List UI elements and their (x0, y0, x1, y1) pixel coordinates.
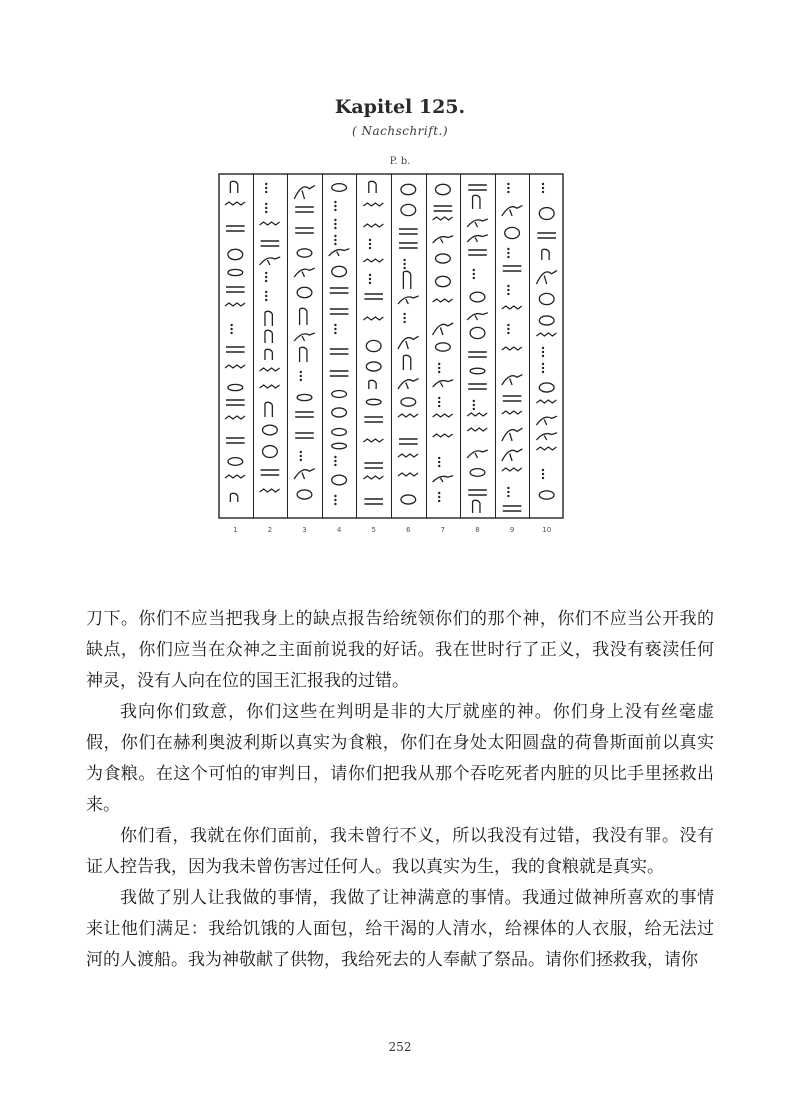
glyph (507, 487, 509, 497)
glyph (260, 222, 280, 225)
glyph (473, 400, 475, 410)
glyph (297, 490, 312, 499)
glyph (369, 239, 371, 249)
glyph (436, 276, 451, 287)
glyph (473, 269, 475, 279)
glyph (433, 434, 453, 437)
glyph (434, 206, 453, 211)
glyph (330, 288, 349, 293)
glyph (467, 450, 488, 458)
glyph (300, 371, 302, 381)
glyph (260, 368, 280, 371)
glyph (398, 473, 418, 476)
glyph (470, 469, 485, 477)
glyph (369, 274, 371, 284)
glyph (401, 184, 416, 195)
glyph (369, 181, 376, 193)
glyph (332, 429, 347, 436)
glyph (226, 438, 245, 443)
glyph (399, 243, 418, 248)
glyph (330, 349, 349, 354)
glyph (332, 408, 347, 417)
glyph (334, 324, 336, 334)
column-number: 5 (371, 526, 376, 534)
glyph (363, 317, 383, 320)
glyph (438, 457, 440, 467)
glyph (294, 333, 315, 341)
glyph (401, 204, 416, 215)
glyph (261, 470, 280, 475)
glyph (334, 235, 336, 245)
glyph (265, 330, 272, 343)
glyph (507, 183, 509, 193)
glyph (260, 257, 281, 265)
glyph (468, 490, 487, 495)
glyph (467, 413, 487, 416)
glyph (398, 454, 418, 457)
paragraph: 刀下。你们不应当把我身上的缺点报告给统领你们的那个神，你们不应当公开我的缺点，你们应当在众神之主面前说我的好话。我在世时行了正义，我没有亵渎任何神灵，没有人向在位的国王汇报我的过错。 (86, 609, 714, 691)
glyph (536, 433, 557, 440)
glyph (438, 492, 440, 502)
glyph (536, 333, 556, 336)
glyph (265, 291, 267, 301)
glyph (502, 428, 523, 441)
glyph (398, 336, 419, 349)
glyph (536, 416, 557, 425)
glyph (436, 254, 451, 263)
glyph (433, 217, 453, 220)
glyph (536, 270, 557, 284)
glyph (228, 269, 243, 275)
column-number: 7 (440, 526, 446, 534)
glyph (398, 379, 419, 389)
glyph (363, 224, 383, 227)
glyph (366, 340, 381, 351)
glyph (294, 185, 315, 199)
glyph (226, 400, 245, 405)
glyph (363, 476, 383, 479)
glyph (473, 195, 480, 209)
glyph (470, 292, 485, 302)
glyph (537, 233, 556, 238)
glyph (542, 249, 549, 260)
glyph (364, 417, 383, 422)
glyph (225, 303, 245, 306)
glyph (539, 208, 554, 220)
glyph (297, 249, 312, 257)
glyph (260, 385, 280, 388)
glyph (542, 469, 544, 479)
glyph (294, 469, 315, 479)
glyph (294, 268, 315, 277)
glyph (398, 296, 419, 304)
glyph (364, 499, 383, 504)
glyph (536, 447, 556, 450)
glyph (332, 266, 347, 277)
glyph (467, 313, 488, 320)
page-number: 252 (388, 1040, 412, 1054)
glyph (332, 475, 347, 485)
glyph (473, 500, 480, 513)
glyph (261, 241, 280, 246)
glyph (366, 362, 381, 371)
glyph (539, 316, 554, 325)
glyph (295, 228, 314, 233)
glyph (436, 343, 451, 351)
glyph (438, 397, 440, 407)
column-number: 1 (233, 526, 238, 534)
column-number: 10 (542, 526, 552, 534)
glyph (230, 493, 237, 502)
glyph (265, 203, 267, 213)
column-number: 2 (267, 526, 273, 534)
glyph (536, 400, 556, 403)
glyph (467, 219, 488, 227)
plate-label: P. b. (389, 156, 411, 167)
glyph (433, 476, 454, 482)
glyph (225, 202, 245, 205)
glyph (403, 271, 410, 289)
glyph (470, 327, 485, 338)
glyph (334, 495, 336, 505)
glyph (334, 201, 336, 211)
glyph (226, 347, 245, 352)
glyph (507, 324, 509, 334)
glyph (334, 456, 336, 466)
glyph (503, 266, 522, 271)
glyph (468, 185, 487, 190)
glyph (433, 299, 453, 302)
column-number: 3 (302, 526, 307, 534)
glyph (507, 248, 509, 258)
glyph (403, 355, 410, 370)
glyph (228, 384, 243, 390)
glyph (438, 363, 440, 373)
glyph (502, 206, 523, 216)
glyph (507, 285, 509, 295)
glyph (505, 227, 520, 238)
glyph (363, 439, 383, 442)
glyph (398, 414, 418, 417)
body-text (86, 604, 714, 976)
glyph (295, 412, 314, 417)
glyph (542, 363, 544, 373)
glyph (265, 311, 272, 326)
glyph (225, 416, 245, 419)
glyph (403, 259, 405, 269)
glyph (401, 398, 416, 406)
glyph (300, 451, 302, 461)
glyph (230, 181, 237, 193)
glyph (433, 414, 453, 417)
glyph (265, 349, 272, 360)
glyph (436, 184, 451, 195)
glyph (332, 391, 347, 398)
glyph (228, 249, 243, 260)
glyph (539, 491, 554, 499)
glyph (332, 184, 347, 192)
glyph (226, 287, 245, 292)
column-number: 9 (509, 526, 515, 534)
glyph (503, 506, 522, 511)
glyph (334, 219, 336, 229)
glyph (467, 428, 487, 431)
column-number: 6 (406, 526, 411, 534)
paragraph: 我做了别人让我做的事情，我做了让神满意的事情。我通过做神所喜欢的事情来让他们满足：我给饥饿的人面包，给干渴的人清水，给裸体的人衣服，给无法过河的人渡船。我为神敬献了供物，我给死去的人奉献了祭品。请你们拯救我，请你 (86, 888, 714, 970)
hieroglyphic-plate (218, 172, 564, 536)
glyph (265, 402, 272, 417)
glyph (263, 425, 278, 435)
glyph (300, 308, 307, 325)
glyph (330, 371, 349, 376)
glyph (369, 380, 376, 389)
glyph (539, 293, 554, 304)
glyph (228, 458, 243, 466)
glyph (470, 368, 485, 374)
column-number: 4 (336, 526, 342, 534)
glyph (297, 287, 312, 298)
column-number: 8 (475, 526, 480, 534)
glyph (467, 235, 488, 242)
glyph (260, 489, 280, 492)
glyph (502, 468, 522, 471)
glyph (502, 411, 522, 414)
glyph (263, 446, 278, 458)
glyph (332, 443, 347, 449)
glyph (403, 313, 405, 323)
chapter-subheading: ( Nachschrift.) (351, 124, 449, 138)
glyph (300, 347, 307, 362)
paragraph: 你们看，我就在你们面前，我未曾行不义，所以我没有过错，我没有罪。没有证人控告我，因为我未曾伤害过任何人。我以真实为生，我的食粮就是真实。 (86, 826, 714, 877)
glyph (542, 183, 544, 193)
glyph (502, 375, 523, 385)
paragraph: 我向你们致意，你们这些在判明是非的大厅就座的神。你们身上没有丝毫虚假，你们在赫利奥波利斯以真实为食粮，你们在身处太阳圆盘的荷鲁斯面前以真实为食粮。在这个可怕的审判日，请你们把我从那个吞吃死者内脏的贝比手里拯救出来。 (86, 702, 714, 815)
glyph (502, 306, 522, 309)
glyph (433, 236, 454, 243)
glyph (295, 207, 314, 212)
glyph (502, 347, 522, 350)
hieroglyphic-plate-drawing (218, 172, 564, 536)
glyph (399, 439, 418, 444)
glyph (364, 463, 383, 468)
glyph (542, 347, 544, 357)
glyph (363, 259, 383, 262)
glyph (468, 352, 487, 357)
glyph (295, 433, 314, 438)
glyph (399, 229, 418, 234)
glyph (363, 203, 383, 206)
glyph (225, 365, 245, 368)
glyph (364, 294, 383, 299)
glyph (539, 383, 554, 392)
glyph (502, 449, 523, 461)
glyph (265, 272, 267, 282)
chapter-heading: Kapitel 125. (334, 96, 466, 118)
glyph (230, 324, 232, 334)
glyph (503, 396, 522, 401)
glyph (433, 323, 454, 335)
glyph (265, 183, 267, 193)
glyph (225, 475, 245, 478)
glyph (468, 384, 487, 389)
glyph (433, 380, 454, 387)
glyph (401, 495, 416, 504)
glyph (468, 250, 487, 255)
glyph (366, 399, 381, 405)
glyph (329, 249, 350, 256)
glyph (226, 226, 245, 231)
glyph (297, 394, 312, 400)
glyph (330, 309, 349, 314)
